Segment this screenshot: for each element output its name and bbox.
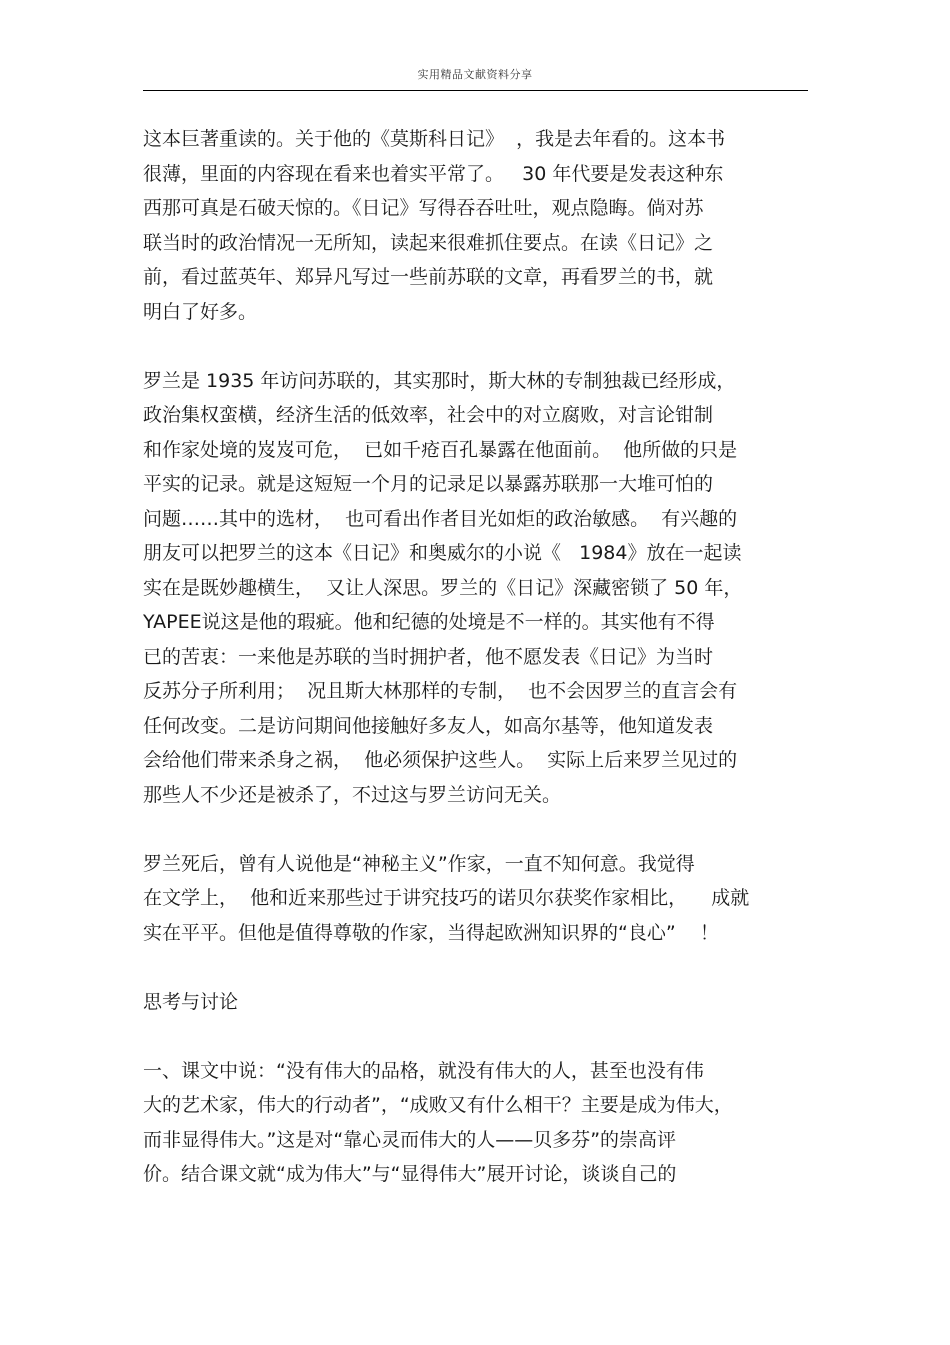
text-line: 朋友可以把罗兰的这本《日记》和奥威尔的小说《 1984》放在一起读: [143, 542, 742, 564]
body-text: [143, 122, 813, 1226]
text-line: 前，看过蓝英年、郑异凡写过一些前苏联的文章，再看罗兰的书，就: [143, 266, 714, 288]
section-heading-discussion: [143, 985, 813, 1020]
paragraph-question-one: [143, 1054, 813, 1192]
paragraph-1935-visit: [143, 364, 813, 813]
text-line: 明白了好多。: [143, 300, 258, 323]
text-line: 反苏分子所利用； 况且斯大林那样的专制， 也不会因罗兰的直言会有: [143, 680, 738, 702]
header-rule: [143, 90, 808, 91]
text-line: 平实的记录。就是这短短一个月的记录足以暴露苏联那一大堆可怕的: [143, 473, 714, 495]
text-line: 任何改变。二是访问期间他接触好多友人，如高尔基等，他知道发表: [143, 714, 714, 737]
text-line: 罗兰是 1935 年访问苏联的，其实那时，斯大林的专制独裁已经形成，: [143, 369, 736, 392]
text-line: 而非显得伟大。”这是对“靠心灵而伟大的人——贝多芬”的崇高评: [143, 1128, 677, 1151]
text-line: 联当时的政治情况一无所知，读起来很难抓住要点。在读《日记》之: [143, 231, 714, 254]
text-line: 问题……其中的选材， 也可看出作者目光如炬的政治敏感。 有兴趣的: [143, 507, 738, 530]
text-line: 这本巨著重读的。关于他的《莫斯科日记》 ，我是去年看的。这本书: [143, 128, 726, 150]
text-line: 那些人不少还是被杀了，不过这与罗兰访问无关。: [143, 783, 562, 806]
text-line: 政治集权蛮横，经济生活的低效率，社会中的对立腐败，对言论钳制: [143, 404, 714, 426]
text-line: 会给他们带来杀身之祸， 他必须保护这些人。 实际上后来罗兰见过的: [143, 749, 738, 771]
section-heading: 思考与讨论: [143, 990, 239, 1013]
paragraph-moscow-diary: [143, 122, 813, 329]
paragraph-after-death: [143, 847, 813, 951]
text-line: 实在平平。但他是值得尊敬的作家，当得起欧洲知识界的“良心” ！: [143, 921, 719, 944]
text-line: YAPEE说这是他的瑕疵。他和纪德的处境是不一样的。其实他有不得: [143, 611, 715, 633]
running-header: 实用精品文献资料分享: [417, 68, 533, 81]
text-line: 大的艺术家，伟大的行动者”，“成败又有什么相干？主要是成为伟大，: [143, 1094, 733, 1116]
text-line: 一、课文中说：“没有伟大的品格，就没有伟大的人，甚至也没有伟: [143, 1059, 704, 1082]
text-line: 实在是既妙趣横生， 又让人深思。罗兰的《日记》深藏密锁了 50 年，: [143, 576, 743, 599]
text-line: 价。结合课文就“成为伟大”与“显得伟大”展开讨论，谈谈自己的: [143, 1163, 677, 1185]
text-line: 西那可真是石破天惊的。《日记》写得吞吞吐吐，观点隐晦。倘对苏: [143, 197, 704, 219]
text-line: 和作家处境的岌岌可危， 已如千疮百孔暴露在他面前。 他所做的只是: [143, 438, 738, 461]
text-line: 很薄，里面的内容现在看来也着实平常了。 30 年代要是发表这种东: [143, 162, 724, 185]
text-line: 已的苦衷：一来他是苏联的当时拥护者，他不愿发表《日记》为当时: [143, 645, 714, 668]
text-line: 在文学上， 他和近来那些过于讲究技巧的诺贝尔获奖作家相比， 成就: [143, 887, 750, 909]
text-line: 罗兰死后，曾有人说他是“神秘主义”作家，一直不知何意。我觉得: [143, 852, 695, 875]
